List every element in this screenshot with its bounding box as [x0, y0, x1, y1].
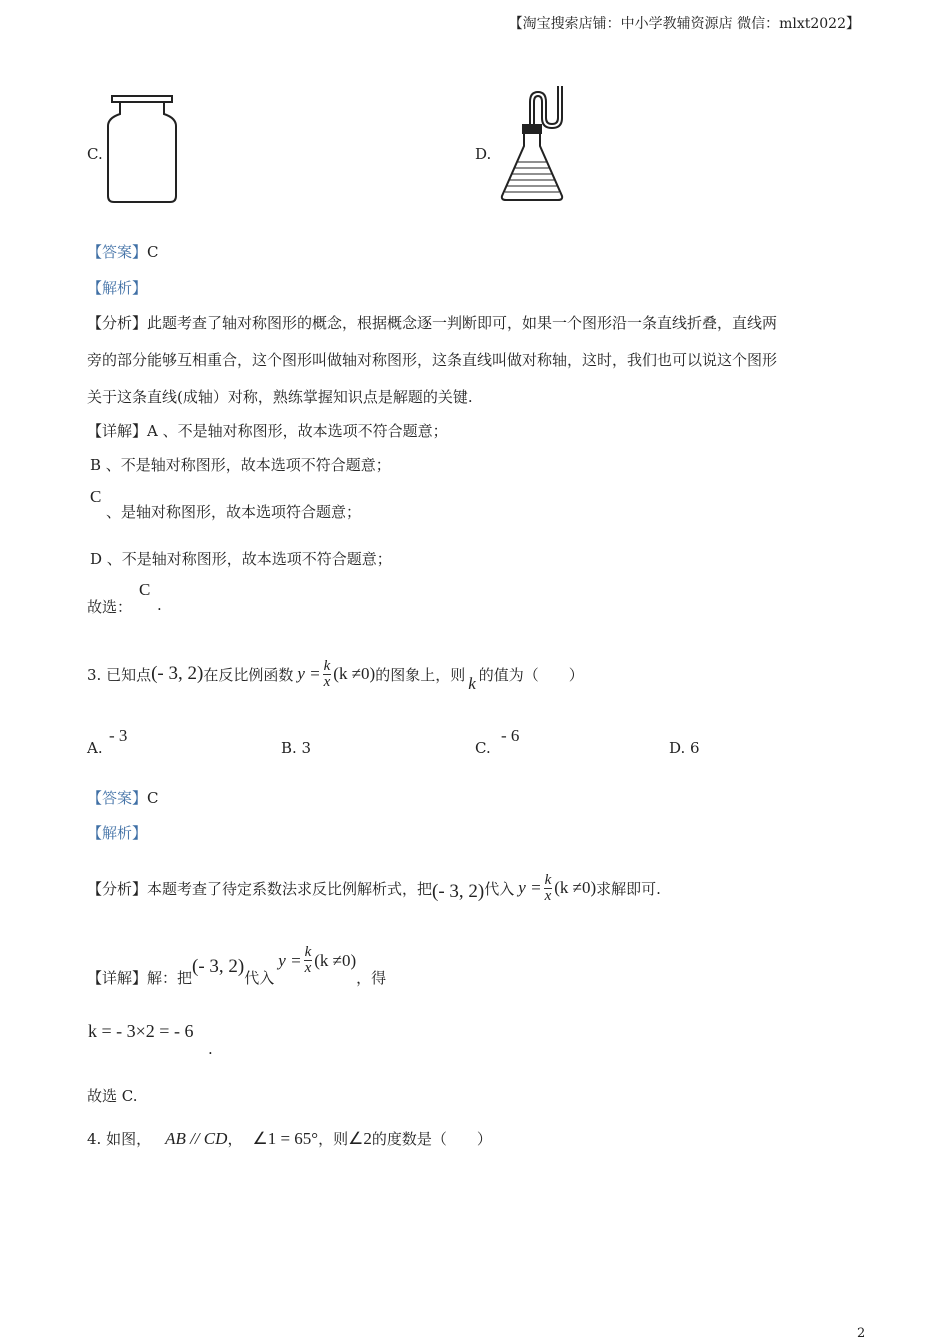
- q3-analysis-prefix: 【分析】: [87, 879, 148, 898]
- q4-ab-cd: AB // CD: [165, 1128, 228, 1148]
- q3-detail-point: (- 3, 2): [192, 956, 245, 977]
- q3-detail: [87, 940, 386, 988]
- detail-c-letter: C: [90, 487, 102, 506]
- q3-detail-frac-den: x: [304, 960, 312, 976]
- q3-equation-end: .: [208, 1040, 213, 1058]
- page-number: 2: [857, 1326, 866, 1341]
- q4-prefix: 4. 如图，: [87, 1130, 152, 1148]
- q3-frac-den: x: [323, 673, 331, 690]
- analysis-line-3: 关于这条直线(成轴）对称，熟练掌握知识点是解题的关键.: [87, 388, 473, 406]
- q4-sep: ，: [227, 1130, 243, 1148]
- q4-end: 的度数是（ ）: [371, 1130, 492, 1148]
- q3-option-d: D. 6: [669, 739, 700, 757]
- option-c-label: C.: [87, 145, 103, 163]
- q3-analysis: [87, 866, 661, 910]
- q3-point: (- 3, 2): [151, 663, 204, 684]
- q3-func-cond: (k ≠0): [333, 664, 376, 683]
- q3-detail-func-y: y =: [278, 950, 302, 970]
- conical-flask-u-tube-icon: [498, 84, 570, 204]
- choose-text: 故选：: [87, 598, 133, 616]
- q3-detail-func: [274, 945, 356, 976]
- q3-frac-num: k: [323, 657, 331, 674]
- detail-a: A 、不是轴对称图形，故本选项不符合题意；: [147, 422, 448, 440]
- q3-detail-frac-num: k: [304, 944, 312, 960]
- q3-analysis-func-y: y =: [518, 878, 542, 897]
- q3-fraction: [323, 659, 332, 690]
- analysis-line-2: 旁的部分能够互相重合，这个图形叫做轴对称图形，这条直线叫做对称轴，这时，我们也可以说这个图形: [87, 351, 778, 369]
- option-d-label: D.: [475, 145, 492, 163]
- q3-analysis-sub: 代入: [484, 879, 515, 898]
- detail-b: B 、不是轴对称图形，故本选项不符合题意；: [90, 456, 391, 474]
- choose-letter: C: [139, 580, 151, 599]
- q3-option-a-label: A.: [87, 739, 103, 757]
- q3-option-c-label: C.: [475, 739, 491, 757]
- q3-answer-value: C: [147, 789, 159, 807]
- q3-analysis-tag: 【解析】: [87, 824, 148, 842]
- q3-detail-func-cond: (k ≠0): [314, 950, 357, 970]
- q3-choose: 故选 C.: [87, 1087, 138, 1105]
- q3-analysis-end: 求解即可.: [596, 879, 661, 898]
- wide-mouth-jar-icon: [104, 94, 180, 206]
- q3-k: k: [468, 674, 476, 693]
- question-4: [87, 1128, 492, 1149]
- q3-detail-fraction: [304, 945, 313, 976]
- q4-angle1: ∠1 = 65°: [252, 1128, 319, 1148]
- q3-detail-sub: 代入: [244, 969, 275, 987]
- q3-option-a-value: - 3: [109, 726, 128, 745]
- analysis-prefix: 【分析】: [87, 314, 148, 332]
- q3-func-y: y =: [297, 664, 321, 683]
- q3-prefix: 3. 已知点: [87, 665, 152, 684]
- header-shop-info: 【淘宝搜索店铺：中小学教辅资源店 微信：mlxt2022】: [508, 16, 860, 32]
- q3-option-b: B. 3: [281, 739, 312, 757]
- q3-equation: k = - 3×2 = - 6: [88, 1021, 194, 1041]
- q3-answer-tag: 【答案】: [87, 789, 148, 807]
- answer-value: C: [147, 243, 159, 261]
- q3-analysis-fraction: [544, 873, 553, 904]
- q3-detail-prefix: 【详解】: [87, 969, 148, 987]
- q4-angle2: ∠2: [348, 1128, 372, 1148]
- choose-end: .: [157, 596, 162, 614]
- detail-prefix: 【详解】: [87, 422, 148, 440]
- q3-detail-text: 解：把: [147, 969, 193, 987]
- q3-analysis-point: (- 3, 2): [432, 881, 485, 902]
- q3-analysis-text: 本题考查了待定系数法求反比例解析式，把: [147, 879, 433, 898]
- analysis-line-1: 此题考查了轴对称图形的概念，根据概念逐一判断即可，如果一个图形沿一条直线折叠，直线两: [147, 314, 778, 332]
- answer-tag: 【答案】: [87, 243, 148, 261]
- analysis-tag: 【解析】: [87, 279, 148, 297]
- detail-c-text: 、是轴对称图形，故本选项符合题意；: [106, 503, 362, 521]
- q3-analysis-frac-den: x: [544, 887, 552, 904]
- question-3: [87, 652, 584, 696]
- q4-mid: ，则: [318, 1130, 349, 1148]
- detail-d: D 、不是轴对称图形，故本选项不符合题意；: [90, 550, 392, 568]
- q3-detail-end: ，得: [356, 969, 387, 987]
- q3-mid: 在反比例函数: [203, 665, 294, 684]
- q3-analysis-frac-num: k: [544, 871, 552, 888]
- q3-analysis-func-cond: (k ≠0): [554, 878, 597, 897]
- q3-after: 的图象上，则: [375, 665, 466, 684]
- q3-end: 的值为（ ）: [478, 665, 584, 684]
- q3-option-c-value: - 6: [501, 726, 520, 745]
